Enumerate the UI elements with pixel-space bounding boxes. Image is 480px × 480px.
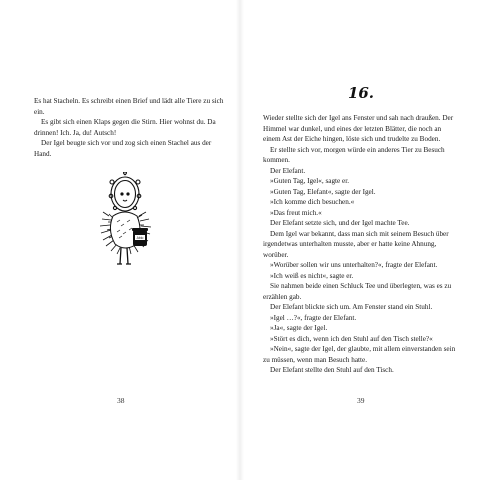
- jar-icon: [132, 228, 148, 246]
- paragraph: »Guten Tag, Igel«, sagte er.: [270, 177, 350, 185]
- paragraph: »Stört es dich, wenn ich den Stuhl auf den Tisch stelle?«: [270, 334, 433, 343]
- paragraph: »Ich weiß es nicht«, sagte er.: [270, 271, 354, 280]
- paragraph: »Ja«, sagte der Igel.: [270, 324, 328, 332]
- paragraph: Der Elefant blickte sich um. Am Fenster stand ein Stuhl.: [270, 303, 433, 311]
- paragraph: Der Elefant.: [270, 166, 306, 175]
- paragraph: Dem Igel war bekannt, dass man sich mit seinem Besuch über irgendetwas unterhalten musste, aber er hatte keine Ahnung, worüber.: [263, 229, 449, 259]
- chapter-number: 16.: [347, 84, 375, 102]
- paragraph: Es gibt sich einen Klaps gegen die Stirn. Hier wohnst du. Da drinnen! Ich. Ja, du! Autsch!: [34, 118, 216, 137]
- legs-icon: [120, 248, 128, 264]
- left-page-text: [34, 96, 230, 159]
- hedgehog-illustration: [95, 172, 155, 278]
- paragraph: Er stellte sich vor, morgen würde ein anderes Tier zu Besuch kommen.: [263, 145, 445, 164]
- paragraph: »Das freut mich.«: [270, 208, 322, 217]
- paragraph: »Ich komme dich besuchen.«: [270, 198, 355, 206]
- paragraph: Sie nahmen beide einen Schluck Tee und überlegten, was es zu erzählen gab.: [263, 282, 452, 301]
- paragraph: »Guten Tag, Elefant«, sagte der Igel.: [270, 187, 376, 196]
- jar-label: Ablo: [136, 236, 144, 240]
- right-page-text: [263, 113, 459, 376]
- face-icon: [121, 193, 129, 201]
- paragraph: »Nein«, sagte der Igel, der glaubte, mit allem einverstanden sein zu müssen, wenn man Besuch hatte.: [263, 345, 456, 364]
- paragraph: Der Elefant setzte sich, und der Igel machte Tee.: [270, 219, 410, 227]
- paragraph: Der Elefant stellte den Stuhl auf den Tisch.: [270, 366, 394, 374]
- paragraph: Der Igel beugte sich vor und zog sich einen Stachel aus der Hand.: [34, 139, 212, 158]
- paragraph: Es hat Stacheln. Es schreibt einen Brief und lädt alle Tiere zu sich ein.: [34, 97, 224, 116]
- mirror-frame-icon: [109, 172, 141, 211]
- page-number-left: 38: [117, 396, 125, 405]
- paragraph: »Igel …?«, fragte der Elefant.: [270, 313, 357, 322]
- paragraph: Wieder stellte sich der Igel ans Fenster und sah nach draußen. Der Himmel war dunkel, und eines der letzten Blätter, die noch an einem Ast der Eiche hingen, löste sich und trudelte zu Boden.: [263, 114, 454, 143]
- paragraph: »Worüber sollen wir uns unterhalten?«, fragte der Elefant.: [270, 261, 438, 269]
- book-gutter: [236, 0, 244, 480]
- page-number-right: 39: [357, 396, 365, 405]
